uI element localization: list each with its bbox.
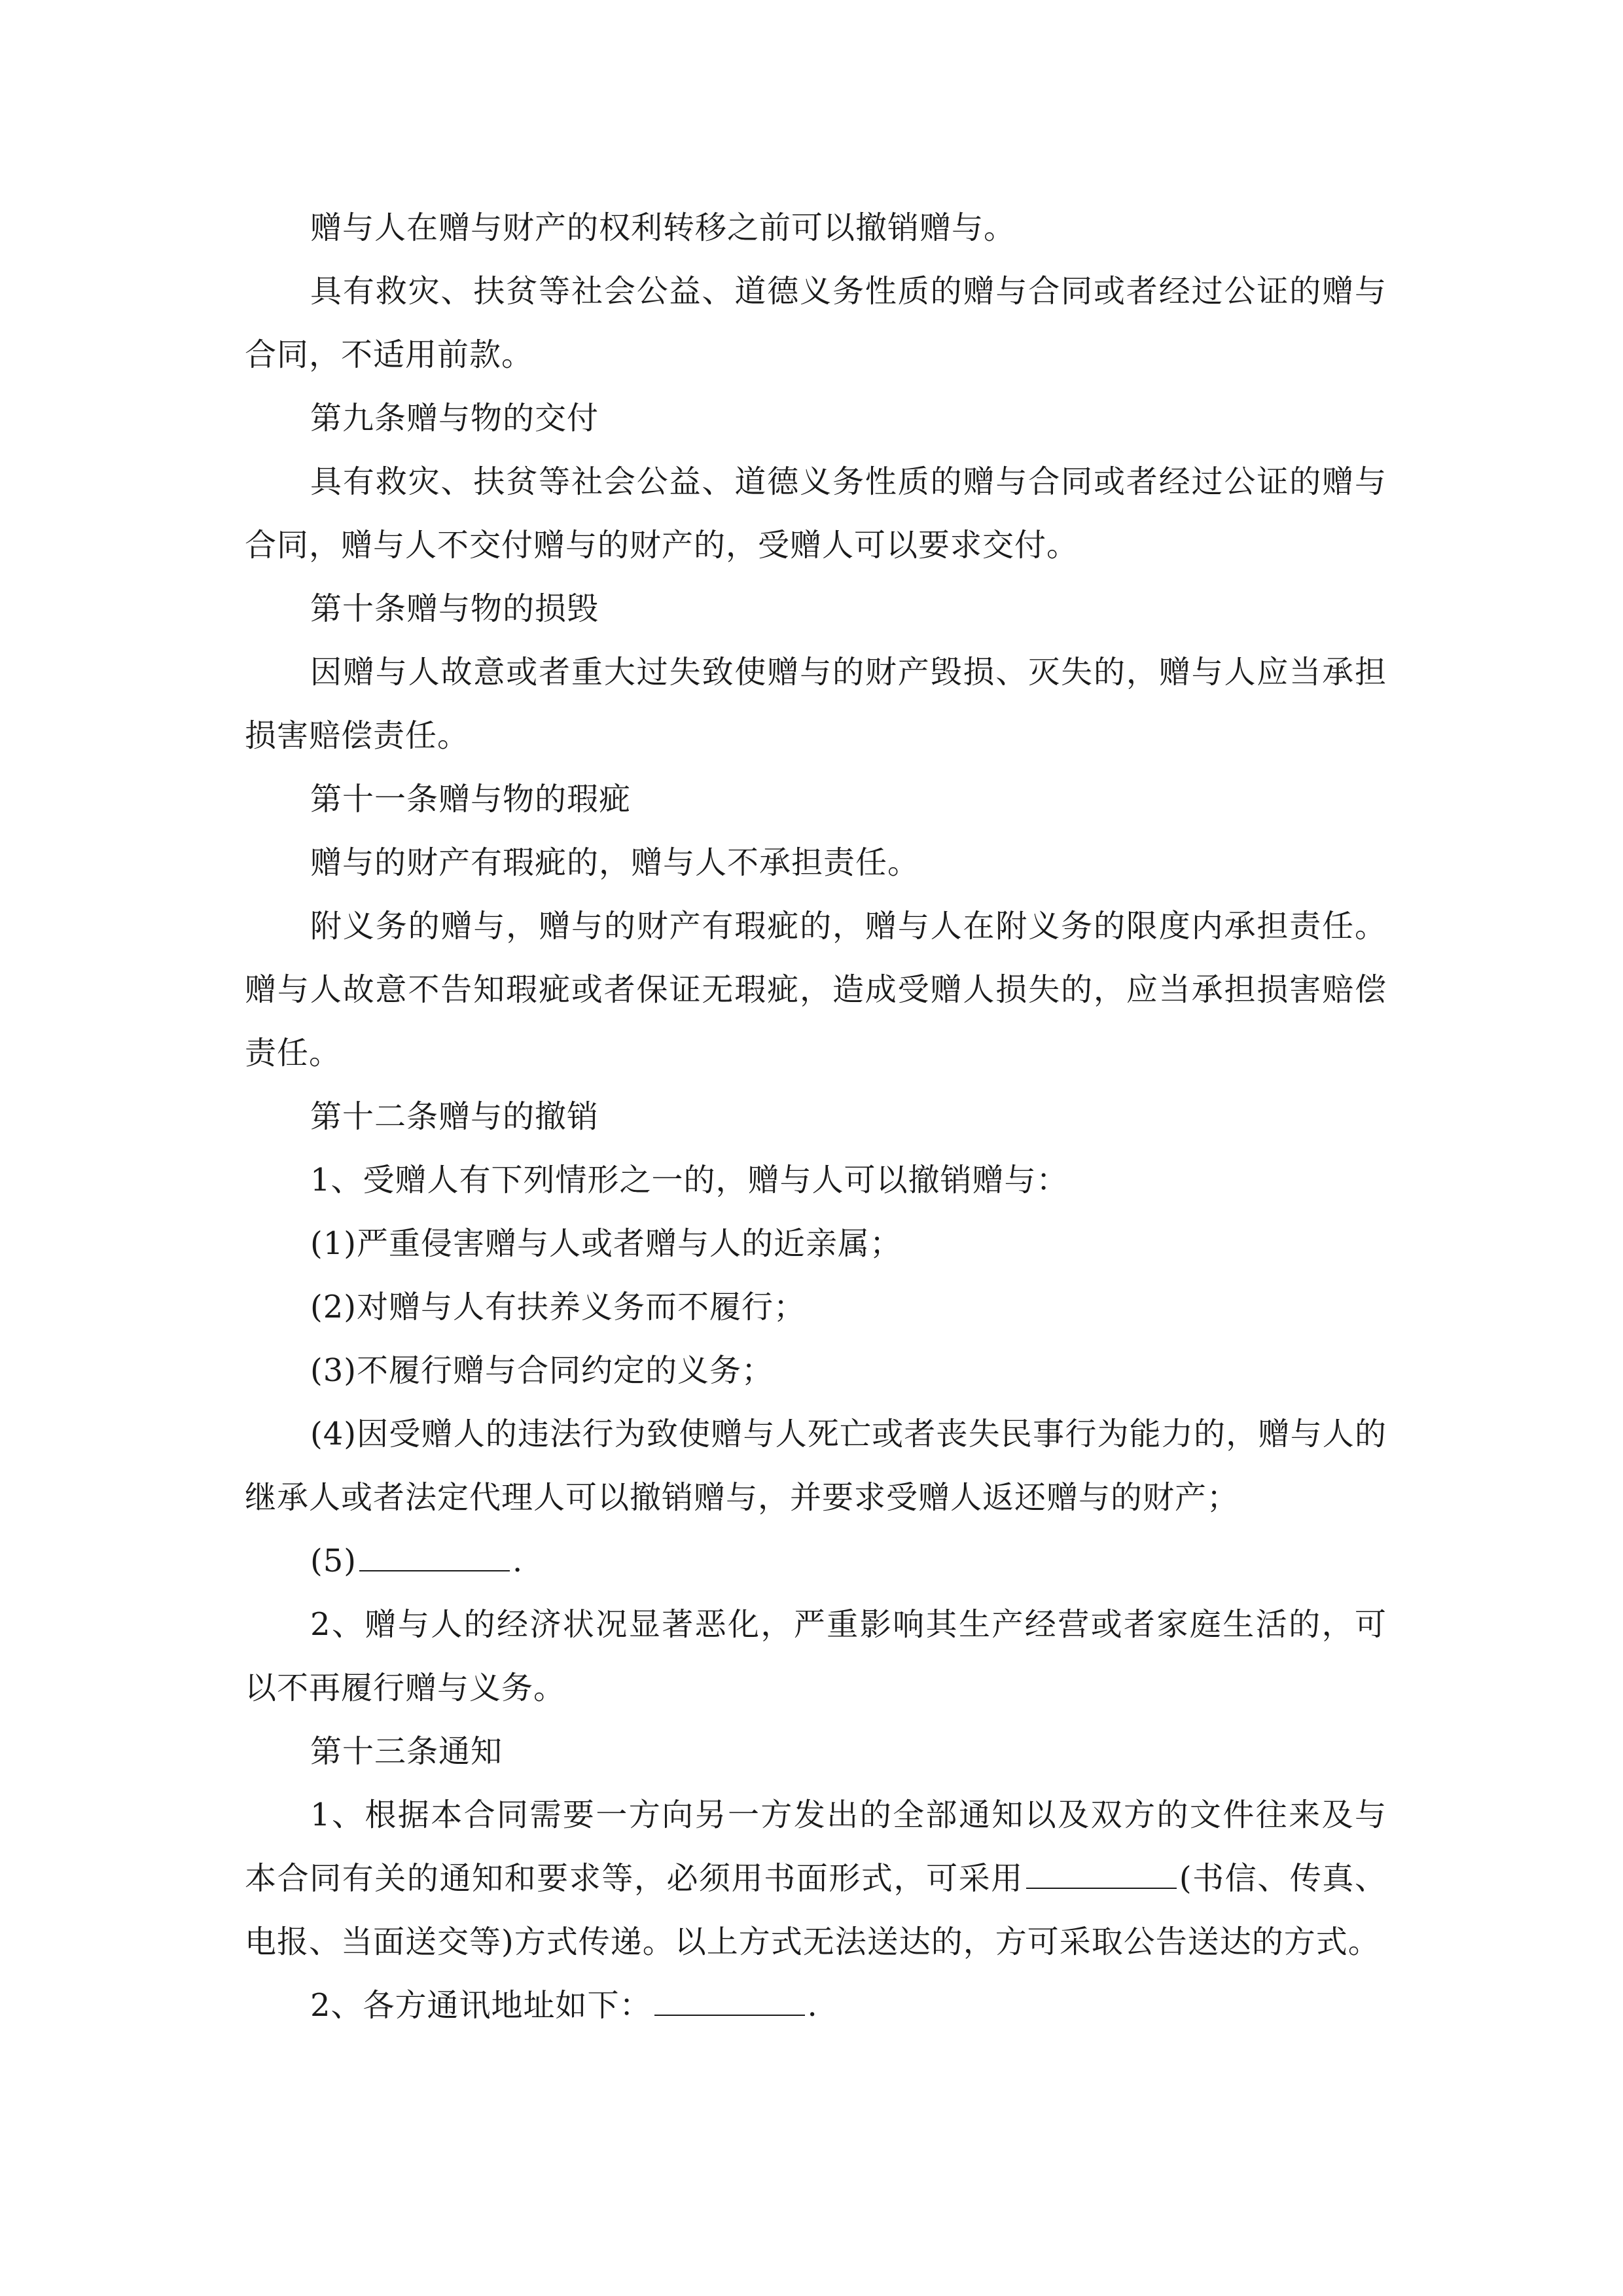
- article-11-heading: 第十一条赠与物的瑕疵: [310, 781, 632, 817]
- paragraph-delivery: 具有救灾、扶贫等社会公益、道德义务性质的赠与合同或者经过公证的赠与合同，赠与人不交付赠与的财产的，受赠人可以要求交付。: [245, 463, 1387, 564]
- fill-in-blank: [654, 1988, 805, 2016]
- article-9-heading: 第九条赠与物的交付: [310, 400, 599, 437]
- fill-in-blank: [1026, 1861, 1177, 1889]
- list-item-5-suffix: .: [512, 1543, 524, 1579]
- list-item-5: [245, 1530, 1387, 1593]
- paragraph-economic-hardship: 2、赠与人的经济状况显著恶化，严重影响其生产经营或者家庭生活的，可以不再履行赠与义务。: [245, 1606, 1387, 1706]
- addresses-suffix: .: [807, 1987, 818, 2024]
- list-item-3: (3)不履行赠与合同约定的义务；: [310, 1352, 774, 1389]
- paragraph-damage-liability: 因赠与人故意或者重大过失致使赠与的财产毁损、灭失的，赠与人应当承担损害赔偿责任。: [245, 654, 1387, 754]
- article-12-heading: 第十二条赠与的撤销: [310, 1098, 599, 1135]
- addresses-prefix: 2、各方通讯地址如下：: [310, 1987, 652, 2024]
- list-item-4: (4)因受赠人的违法行为致使赠与人死亡或者丧失民事行为能力的，赠与人的继承人或者法定代理人可以撤销赠与，并要求受赠人返还赠与的财产；: [245, 1416, 1387, 1516]
- paragraph-revocation-conditions: 1、受赠人有下列情形之一的，赠与人可以撤销赠与：: [310, 1162, 1069, 1198]
- notice-method-before: 1、根据本合同需要一方向另一方发出的全部通知以及双方的文件往来及与本合同有关的通知和要求等，必须用书面形式，可采用: [245, 1797, 1387, 1897]
- paragraph-defect-no-liability: 赠与的财产有瑕疵的，赠与人不承担责任。: [310, 844, 920, 881]
- article-10-heading: 第十条赠与物的损毁: [310, 590, 599, 627]
- paragraph-notice-method: [245, 1784, 1387, 1974]
- paragraph-public-welfare-exception: 具有救灾、扶贫等社会公益、道德义务性质的赠与合同或者经过公证的赠与合同，不适用前款。: [245, 273, 1387, 373]
- list-item-1: (1)严重侵害赠与人或者赠与人的近亲属；: [310, 1225, 902, 1262]
- document-body: [245, 196, 1387, 2037]
- article-13-heading: 第十三条通知: [310, 1733, 503, 1770]
- list-item-2: (2)对赠与人有扶养义务而不履行；: [310, 1289, 806, 1325]
- fill-in-blank: [359, 1544, 510, 1571]
- paragraph-addresses: [245, 1974, 1387, 2037]
- notice-method-after: (书信、传真、电报、当面送交等)方式传递。以上方式无法送达的，方可采取公告送达的方式。: [245, 1860, 1387, 1960]
- list-item-5-prefix: (5): [310, 1543, 357, 1579]
- paragraph-defect-conditional: 附义务的赠与，赠与的财产有瑕疵的，赠与人在附义务的限度内承担责任。赠与人故意不告知瑕疵或者保证无瑕疵，造成受赠人损失的，应当承担损害赔偿责任。: [245, 908, 1387, 1071]
- paragraph-revocation-before-transfer: 赠与人在赠与财产的权利转移之前可以撤销赠与。: [310, 209, 1016, 246]
